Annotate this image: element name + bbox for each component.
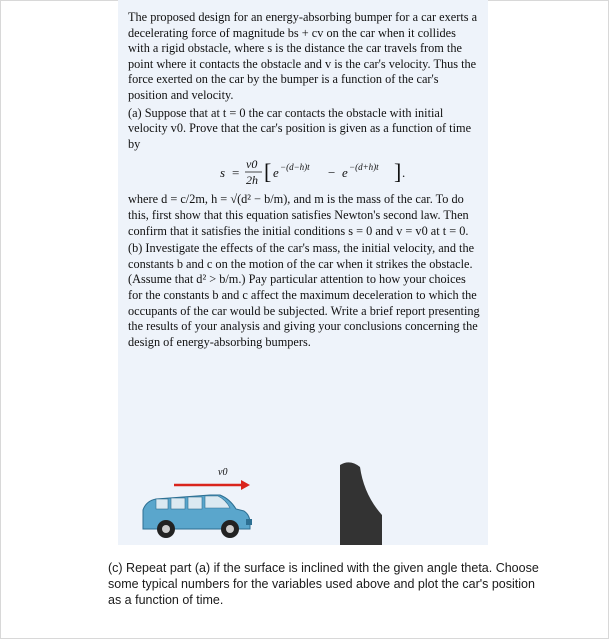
part-a-paragraph: (a) Suppose that at t = 0 the car contacts the obstacle with initial velocity v0. Prove that the car's position is given as a function of time by bbox=[128, 105, 472, 151]
part-c-block bbox=[108, 560, 548, 608]
obstacle-wall bbox=[340, 462, 382, 545]
eq-numerator: v0 bbox=[246, 157, 258, 172]
svg-text:e: e bbox=[342, 165, 348, 181]
after-equation-paragraph: where d = c/2m, h = √(d² − b/m), and m is the mass of the car. To do this, first show that this equation satisfies Newton's second law. Then confirm that it satisfies the initial conditions s = 0 and v = v0 at t = 0. bbox=[128, 192, 469, 238]
svg-text:]: ] bbox=[394, 159, 402, 185]
eq-exp1: −(d−h)t bbox=[280, 162, 310, 173]
problem-text bbox=[128, 10, 480, 350]
bumper-figure bbox=[118, 455, 488, 545]
intro-paragraph: The proposed design for an energy-absorbing bumper for a car exerts a decelerating force of magnitude bs + cv on the car when it collides with a rigid obstacle, where s is the distance the car travels from the point where it contacts the obstacle and v is the car's velocity. Thus the force exerted on the car by the bumper is a function of the car's position and velocity. bbox=[128, 10, 478, 102]
svg-text:[: [ bbox=[264, 159, 272, 185]
position-equation bbox=[128, 152, 480, 192]
svg-text:e: e bbox=[273, 165, 279, 181]
eq-denominator: 2h bbox=[246, 173, 258, 188]
eq-exp2: −(d+h)t bbox=[349, 162, 379, 173]
eq-lhs: s bbox=[220, 165, 226, 181]
svg-text:=: = bbox=[232, 165, 240, 181]
part-c-paragraph: (c) Repeat part (a) if the surface is inclined with the given angle theta. Choose some typical numbers for the variables used above and plot the car's position as a function of time. bbox=[108, 561, 539, 607]
svg-text:−: − bbox=[328, 165, 336, 181]
svg-text:.: . bbox=[402, 165, 406, 181]
part-b-paragraph: (b) Investigate the effects of the car's mass, the initial velocity, and the constants b and c on the motion of the car when it strikes the obstacle. (Assume that d² > b/m.) Pay particular attention to how your choices for the constants b and c affect the maximum deceleration to which the occupants of the car would be subjected. Write a brief report presenting the results of your analysis and giving your conclusions concerning the design of energy-absorbing bumpers. bbox=[128, 241, 480, 349]
velocity-label: v0 bbox=[218, 467, 228, 478]
